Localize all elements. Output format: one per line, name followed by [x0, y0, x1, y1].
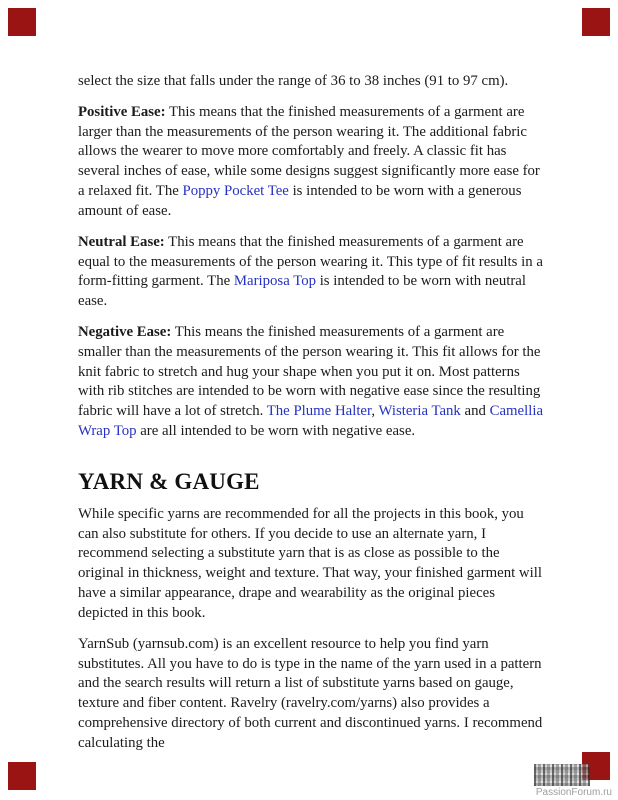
section-heading-yarn-and-gauge: YARN & GAUGE [78, 468, 260, 494]
page-content [78, 72, 544, 765]
paragraph-yarn-substitution [78, 505, 544, 624]
watermark-text: PassionForum.ru [535, 787, 612, 798]
link-camellia-wrap-top[interactable]: Camellia Wrap Top [78, 403, 544, 439]
body-text: YarnSub (yarnsub.com) is an excellent resource to help you find yarn substitutes. All you have to do is type in the name of the yarn used in a pattern and the search results will return a list of substitute yarns based on gauge, texture and fiber content. Ravelry (ravelry.com/yarns) also provides a comprehensive directory of both current and discontinued yarns. I recommend calculating the [78, 635, 543, 751]
body-text: are all intended to be worn with negative ease. [136, 423, 416, 439]
body-text: is intended to be worn with neutral ease. [78, 273, 526, 310]
link-plume-halter[interactable]: The Plume Halter [266, 403, 372, 420]
paragraph-yarn-resources [78, 635, 544, 754]
body-text: select the size that falls under the range of 36 to 38 inches (91 to 97 cm). [78, 73, 509, 89]
link-mariposa-top[interactable]: Mariposa Top [233, 273, 316, 290]
body-text: This means the finished measurements of a garment are smaller than the measurements of the person wearing it. This fit allows for the knit fabric to stretch and hug your shape when you put it on. Most patterns with rib stitches are intended to be worn with negative ease since the resulting fabric will have a lot of stretch. [78, 323, 541, 420]
body-text: This means that the finished measurements of a garment are equal to the measurements of the person wearing it. This type of fit results in a form-fitting garment. The [78, 233, 543, 290]
corner-mark-bottom-left [8, 762, 36, 790]
corner-mark-top-right [582, 8, 610, 36]
paragraph-negative-ease [78, 323, 544, 442]
paragraph-intro-sizing [78, 72, 544, 92]
paragraph-neutral-ease [78, 233, 544, 312]
body-text: is intended to be worn with a generous amount of ease. [78, 183, 522, 219]
paragraph-positive-ease [78, 103, 544, 222]
watermark [498, 750, 618, 800]
body-text: and [460, 403, 490, 420]
corner-mark-top-left [8, 8, 36, 36]
bold-label-positive-ease: Positive Ease: [78, 103, 166, 120]
watermark-noise-image [534, 764, 590, 786]
link-poppy-pocket-tee[interactable]: Poppy Pocket Tee [182, 183, 289, 200]
body-text: While specific yarns are recommended for all the projects in this book, you can also substitute for others. If you decide to use an alternate yarn, I recommend selecting a substitute yarn that is as close as possible to the original in thickness, weight and texture. That way, your finished garment will have a similar appearance, drape and wearability as the original pieces depicted in this book. [78, 505, 542, 621]
bold-label-neutral-ease: Neutral Ease: [78, 233, 165, 250]
bold-label-negative-ease: Negative Ease: [78, 323, 172, 340]
link-wisteria-tank[interactable]: Wisteria Tank [378, 403, 461, 420]
body-text: This means that the finished measurements of a garment are larger than the measurements of the person wearing it. The additional fabric allows the wearer to move more comfortably and freely. A classic fit has several inches of ease, while some designs suggest significantly more ease for a relaxed fit. The [78, 103, 540, 200]
body-text: , [371, 403, 379, 420]
